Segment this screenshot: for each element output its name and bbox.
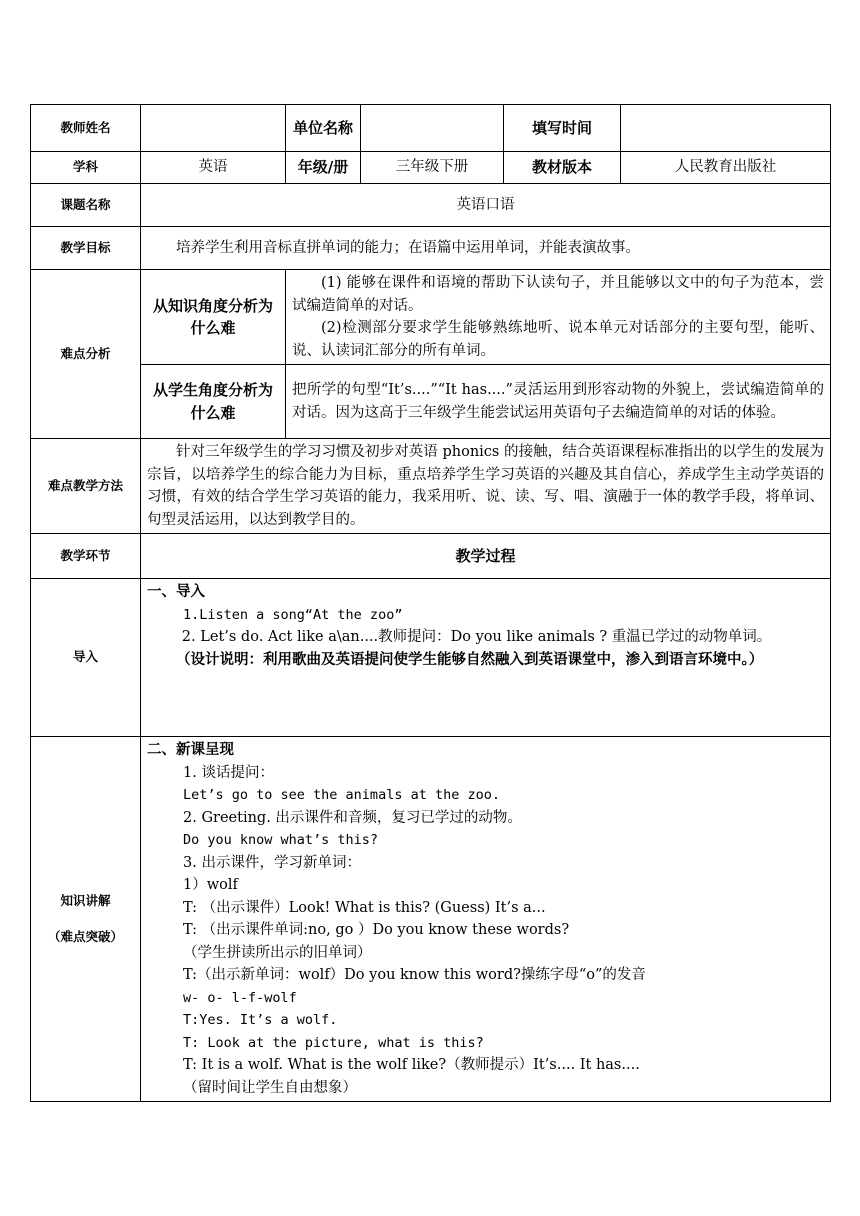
intro-design-note: （设计说明：利用歌曲及英语提问使学生能够自然融入到英语课堂中，渗入到语言环境中。） bbox=[176, 650, 764, 668]
knowledge-line-15: （留时间让学生自由想象） bbox=[183, 1079, 357, 1096]
unit-name-value bbox=[361, 105, 504, 152]
student-angle-label: 从学生角度分析为什么难 bbox=[141, 365, 286, 439]
knowledge-line-5: 3. 出示课件，学习新单词： bbox=[183, 854, 361, 871]
knowledge-line-13: T: Look at the picture, what is this? bbox=[183, 1034, 484, 1051]
subject-value: 英语 bbox=[141, 152, 286, 184]
method-label: 难点教学方法 bbox=[31, 439, 141, 534]
knowledge-line-1: 1. 谈话提问： bbox=[183, 764, 274, 781]
intro-content bbox=[141, 579, 831, 737]
knowledge-label-1: 知识讲解 bbox=[60, 892, 111, 908]
knowledge-label bbox=[31, 737, 141, 1102]
intro-line-1: 1.Listen a song“At the zoo” bbox=[183, 606, 403, 623]
goal-text: 培养学生利用音标直拼单词的能力；在语篇中运用单词，并能表演故事。 bbox=[141, 227, 831, 270]
knowledge-line-4: Do you know what’s this? bbox=[183, 832, 379, 848]
process-header-row bbox=[31, 534, 831, 579]
unit-name-label-text: 单位名称 bbox=[292, 119, 353, 137]
subject-label: 学科 bbox=[31, 152, 141, 184]
knowledge-heading: 二、新课呈现 bbox=[147, 741, 234, 758]
method-row bbox=[31, 439, 831, 534]
knowledge-point-1: (1) 能够在课件和语境的帮助下认读句子，并且能够以文中的句子为范本，尝试编造简单的对话。 bbox=[292, 275, 824, 314]
difficulty-label: 难点分析 bbox=[31, 270, 141, 439]
knowledge-label-2: （难点突破） bbox=[47, 929, 123, 944]
grade-label: 年级/册 bbox=[286, 152, 361, 184]
knowledge-line-10: T:（出示新单词：wolf）Do you know this word?操练字母“o”的发音 bbox=[183, 967, 646, 983]
stage-label: 教学环节 bbox=[31, 534, 141, 579]
process-label: 教学过程 bbox=[141, 534, 831, 579]
header-row-1 bbox=[31, 105, 831, 152]
lesson-plan-table bbox=[30, 104, 831, 1102]
knowledge-line-7: T: （出示课件）Look! What is this? (Guess) It’s a... bbox=[183, 899, 546, 916]
knowledge-line-12: T:Yes. It’s a wolf. bbox=[183, 1012, 338, 1028]
edition-value: 人民教育出版社 bbox=[621, 152, 831, 184]
knowledge-line-14: T: It is a wolf. What is the wolf like?（教师提示）It’s.... It has.... bbox=[183, 1057, 640, 1073]
topic-label: 课题名称 bbox=[31, 184, 141, 227]
student-angle-text: 把所学的句型“It’s....”“It has....”灵活运用到形容动物的外貌上，尝试编造简单的对话。因为这高于三年级学生能尝试运用英语句子去编造简单的对话的体验。 bbox=[286, 365, 831, 439]
knowledge-line-9: （学生拼读所出示的旧单词） bbox=[183, 944, 372, 961]
difficulty-row-knowledge bbox=[31, 270, 831, 365]
method-text: 针对三年级学生的学习习惯及初步对英语 phonics 的接触，结合英语课程标准指出的以学生的发展为宗旨，以培养学生的综合能力为目标，重点培养学生学习英语的兴趣及其自信心，养成学生主动学英语的习惯，有效的结合学生学习英语的能力，我采用听、说、读、写、唱、演融于一体的教学手段，将单词、句型灵活运用，以达到教学目的。 bbox=[141, 439, 831, 534]
intro-line-2: 2. Let’s do. Act like a\an....教师提问：Do you like animals ? 重温已学过的动物单词。 bbox=[181, 629, 772, 645]
intro-heading: 一、导入 bbox=[147, 583, 205, 600]
intro-label: 导入 bbox=[31, 579, 141, 737]
teacher-name-value bbox=[141, 105, 286, 152]
knowledge-point-2: (2)检测部分要求学生能够熟练地听、说本单元对话部分的主要句型，能听、说、认读词汇部分的所有单词。 bbox=[292, 320, 824, 359]
knowledge-angle-text bbox=[286, 270, 831, 365]
topic-row bbox=[31, 184, 831, 227]
goal-row bbox=[31, 227, 831, 270]
difficulty-row-student bbox=[31, 365, 831, 439]
fill-time-label: 填写时间 bbox=[504, 105, 621, 152]
knowledge-line-2: Let’s go to see the animals at the zoo. bbox=[183, 787, 500, 803]
knowledge-line-11: w- o- l-f-wolf bbox=[183, 989, 297, 1006]
goal-label: 教学目标 bbox=[31, 227, 141, 270]
header-row-2 bbox=[31, 152, 831, 184]
intro-row bbox=[31, 579, 831, 737]
knowledge-line-3: 2. Greeting. 出示课件和音频，复习已学过的动物。 bbox=[183, 809, 522, 826]
edition-label: 教材版本 bbox=[504, 152, 621, 184]
knowledge-row bbox=[31, 737, 831, 1102]
teacher-name-label: 教师姓名 bbox=[31, 105, 141, 152]
unit-name-label bbox=[286, 105, 361, 152]
grade-value: 三年级下册 bbox=[361, 152, 504, 184]
knowledge-content bbox=[141, 737, 831, 1102]
fill-time-value bbox=[621, 105, 831, 152]
knowledge-line-8: T: （出示课件单词:no, go ）Do you know these words? bbox=[183, 922, 570, 938]
knowledge-line-6: 1）wolf bbox=[183, 877, 238, 893]
topic-value: 英语口语 bbox=[141, 184, 831, 227]
knowledge-angle-label: 从知识角度分析为什么难 bbox=[141, 270, 286, 365]
